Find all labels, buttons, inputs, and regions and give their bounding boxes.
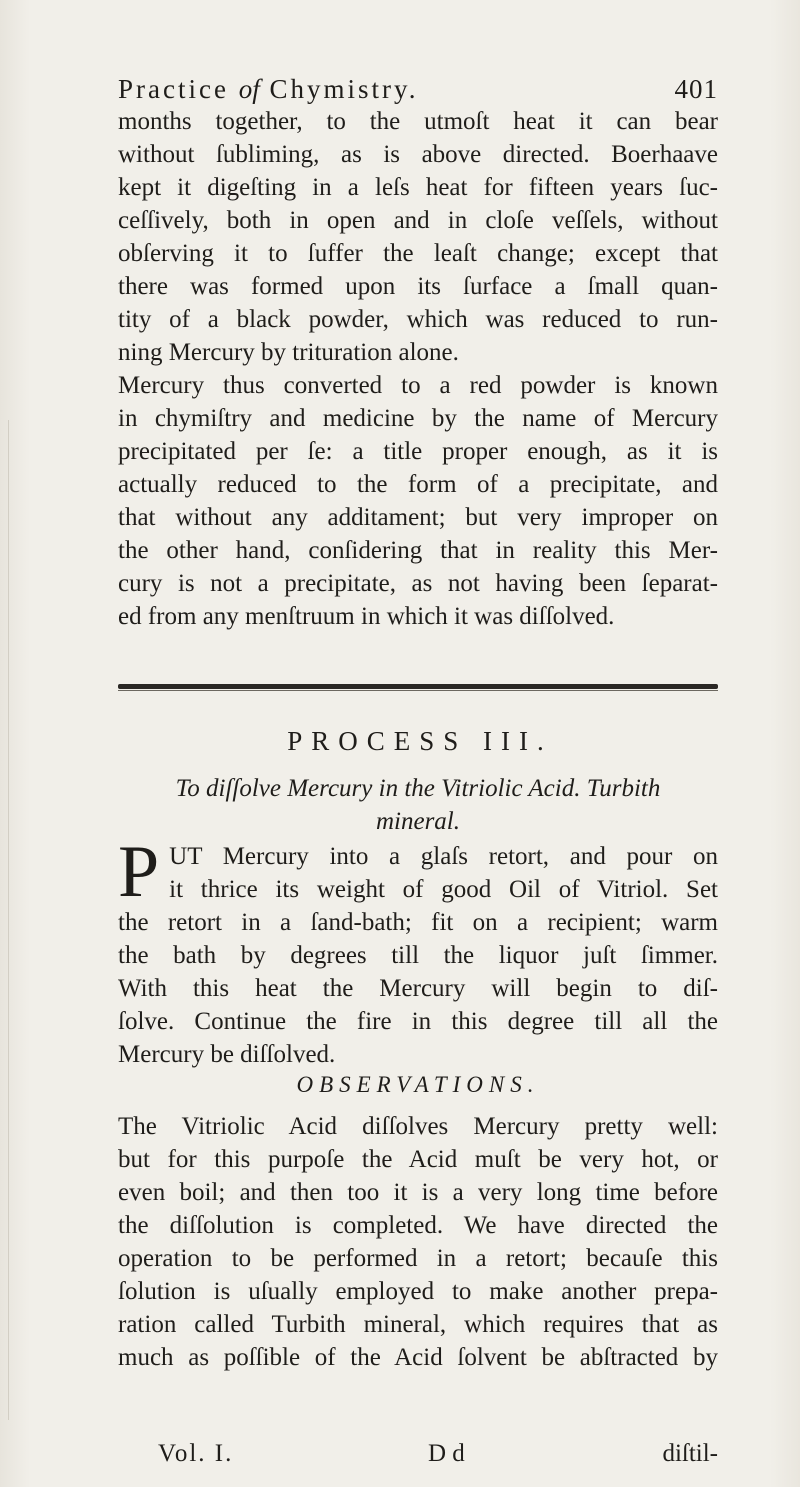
text-line: operation to be performed in a retort; becauſe this <box>118 1245 718 1272</box>
text-line: actually reduced to the form of a precipitate, and <box>118 471 718 498</box>
text-line: but for this purpoſe the Acid muſt be very hot, or <box>118 1146 718 1173</box>
text-line: the retort in a ſand-bath; fit on a recipient; warm <box>118 909 718 936</box>
paragraph-observations <box>118 1110 718 1374</box>
text-line: without ſubliming, as is above directed. Boerhaave <box>118 141 718 168</box>
text-line: precipitated per ſe: a title proper enough, as it is <box>118 438 718 465</box>
text-line: ſolve. Continue the fire in this degree till all the <box>118 1008 718 1035</box>
page-number: 401 <box>674 74 718 104</box>
text-line: there was formed upon its ſurface a ſmall quan- <box>118 273 718 300</box>
text-line: cury is not a precipitate, as not having been ſeparat- <box>118 570 718 597</box>
header-title-of: of <box>238 74 260 104</box>
header-title-practice: Practice <box>118 74 229 104</box>
observations-heading: OBSERVATIONS. <box>296 1072 540 1097</box>
drop-cap: P <box>118 831 160 913</box>
text-line: kept it digeſting in a leſs heat for fifteen years ſuc- <box>118 174 718 201</box>
text-line: Mercury thus converted to a red powder is known <box>118 372 718 399</box>
text-line: months together, to the utmoſt heat it can bear <box>118 108 718 135</box>
paragraph-mercury-precipitate <box>118 105 718 633</box>
text-line: ſolution is uſually employed to make another prepa- <box>118 1278 718 1305</box>
text-line: much as poſſible of the Acid ſolvent be abſtracted by <box>118 1344 718 1371</box>
text-line: the other hand, conſidering that in reality this Mer- <box>118 537 718 564</box>
text-line: tity of a black powder, which was reduced to run- <box>118 306 718 333</box>
text-line: the diſſolution is completed. We have directed the <box>118 1212 718 1239</box>
text-line: that without any additament; but very improper on <box>118 504 718 531</box>
process-heading: PROCESS III. <box>287 726 553 756</box>
subtitle-line: mineral. <box>375 808 461 835</box>
text-line: ning Mercury by trituration alone. <box>118 339 459 366</box>
page-fold-line <box>8 420 9 1420</box>
text-line: With this heat the Mercury will begin to diſ- <box>118 975 718 1002</box>
text-line: in chymiſtry and medicine by the name of Mercury <box>118 405 718 432</box>
text-line: obſerving it to ſuffer the leaſt change; except that <box>118 240 718 267</box>
text-line: it thrice its weight of good Oil of Vitriol. Set <box>169 876 718 903</box>
text-line: even boil; and then too it is a very long time before <box>118 1179 718 1206</box>
text-line: the bath by degrees till the liquor juſt ſimmer. <box>118 942 718 969</box>
signature-mark: D d <box>428 1440 465 1467</box>
volume-label: Vol. I. <box>158 1440 234 1467</box>
section-divider-hairline <box>118 690 718 691</box>
text-line: Mercury be diſſolved. <box>118 1041 336 1068</box>
running-header <box>118 74 718 108</box>
catchword: diſtil- <box>662 1440 718 1467</box>
subtitle-line: To diſſolve Mercury in the Vitriolic Acid. Turbith <box>175 775 661 802</box>
text-line: ceſſively, both in open and in cloſe veſſels, without <box>118 207 718 234</box>
paragraph-process-instructions <box>118 831 718 1071</box>
page-footer <box>158 1440 718 1473</box>
text-line: The Vitriolic Acid diſſolves Mercury pretty well: <box>118 1113 718 1140</box>
text-line: ed from any menſtruum in which it was diſſolved. <box>118 603 615 630</box>
header-title-chymistry: Chymistry. <box>269 74 419 104</box>
text-line: UT Mercury into a glaſs retort, and pour on <box>169 843 718 870</box>
section-divider-rule <box>118 684 718 689</box>
process-subtitle <box>118 772 718 838</box>
text-line: ration called Turbith mineral, which requires that as <box>118 1311 718 1338</box>
